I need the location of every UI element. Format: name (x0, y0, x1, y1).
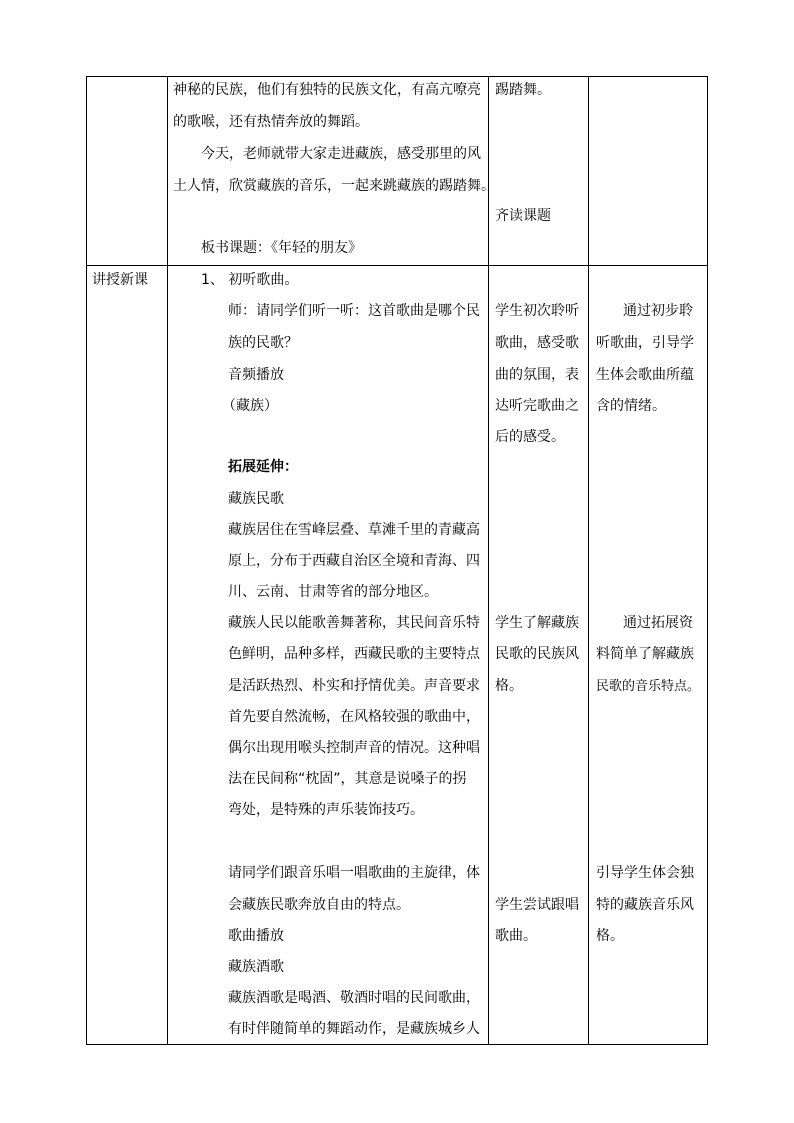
design-intent-line: 料简单了解藏族 (596, 646, 694, 662)
content-line: 藏族人民以能歌善舞著称，其民间音乐特 (228, 615, 480, 631)
student-activity-line: 歌曲，感受歌 (495, 335, 579, 351)
student-activity-line: 后的感受。 (495, 429, 565, 445)
content-line: 师：请同学们听一听：这首歌曲是哪个民 (228, 303, 480, 319)
design-intent-line: 格。 (596, 928, 624, 944)
content-line: 土人情，欣赏藏族的音乐，一起来跳藏族的踢踏舞。 (173, 178, 495, 194)
content-line: （藏族） (222, 398, 278, 414)
table-row-divider (86, 265, 708, 266)
content-line: 音频播放 (228, 367, 284, 383)
student-activity-line: 学生了解藏族 (495, 615, 579, 631)
table-col-divider-2 (488, 76, 489, 1045)
student-activity-line: 踢踏舞。 (495, 82, 551, 98)
content-line: 神秘的民族，他们有独特的民族文化，有高亢嘹亮 (173, 82, 481, 98)
student-activity-line: 齐读课题 (495, 208, 551, 224)
student-activity-line: 学生尝试跟唱 (495, 897, 579, 913)
content-line: 藏族居住在雪峰层叠、草滩千里的青藏高 (228, 522, 480, 538)
design-intent-line: 通过拓展资 (623, 615, 693, 631)
student-activity-line: 格。 (495, 678, 523, 694)
content-line: 歌曲播放 (228, 928, 284, 944)
design-intent-line: 通过初步聆 (623, 303, 693, 319)
table-left-border (86, 76, 87, 1045)
content-line: 弯处，是特殊的声乐装饰技巧。 (228, 802, 424, 818)
content-line: 首先要自然流畅，在风格较强的歌曲中， (228, 709, 480, 725)
table-col-divider-3 (588, 76, 589, 1045)
design-intent-line: 含的情绪。 (596, 398, 666, 414)
design-intent-line: 特的藏族音乐风 (596, 897, 694, 913)
content-line: 法在民间称“枕固”，其意是说嗓子的拐 (228, 771, 467, 787)
design-intent-line: 引导学生体会独 (596, 865, 694, 881)
content-line: 藏族酒歌 (228, 959, 284, 975)
student-activity-line: 曲的氛围，表 (495, 367, 579, 383)
content-line: 是活跃热烈、朴实和抒情优美。声音要求 (228, 678, 480, 694)
content-line: 今天，老师就带大家走进藏族，感受那里的风 (201, 146, 481, 162)
table-col-divider-1 (167, 76, 168, 1045)
student-activity-line: 学生初次聆听 (495, 303, 579, 319)
design-intent-line: 生体会歌曲所蕴 (596, 367, 694, 383)
content-line: 的歌喉，还有热情奔放的舞蹈。 (173, 114, 369, 130)
content-line: 川、云南、甘肃等省的部分地区。 (228, 584, 438, 600)
section-heading: 拓展延伸： (228, 459, 298, 475)
content-line: 色鲜明，品种多样，西藏民歌的主要特点 (228, 646, 480, 662)
student-activity-line: 民歌的民族风 (495, 646, 579, 662)
content-line: 原上，分布于西藏自治区全境和青海、四 (228, 553, 480, 569)
content-line: 藏族民歌 (228, 491, 284, 507)
content-line: 会藏族民歌奔放自由的特点。 (228, 897, 410, 913)
stage-label: 讲授新课 (92, 272, 148, 288)
content-line: 有时伴随简单的舞蹈动作，是藏族城乡人 (228, 1021, 480, 1037)
content-line: 藏族酒歌是喝酒、敬酒时唱的民间歌曲， (228, 990, 480, 1006)
table-right-border (707, 76, 708, 1045)
content-line: 请同学们跟音乐唱一唱歌曲的主旋律，体 (228, 865, 480, 881)
design-intent-line: 民歌的音乐特点。 (596, 679, 701, 694)
student-activity-line: 达听完歌曲之 (495, 398, 579, 414)
content-line: 1、 初听歌曲。 (201, 272, 299, 288)
content-line: 偶尔出现用喉头控制声音的情况。这种唱 (228, 740, 480, 756)
content-line: 板书课题：《年轻的朋友》 (201, 240, 362, 256)
content-line: 族的民歌？ (228, 335, 298, 351)
student-activity-line: 歌曲。 (495, 928, 537, 944)
design-intent-line: 听歌曲，引导学 (596, 335, 694, 351)
